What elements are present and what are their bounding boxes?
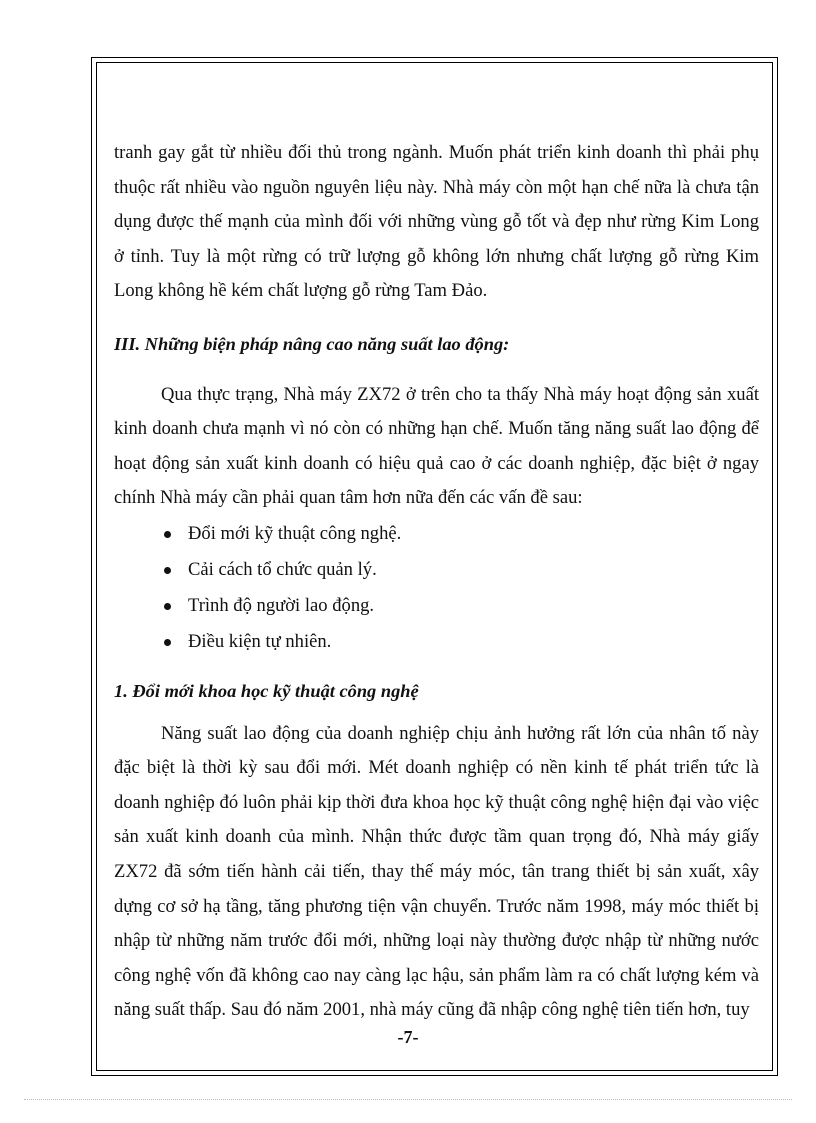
list-item: Đổi mới kỹ thuật công nghệ. <box>188 516 759 552</box>
document-page <box>114 136 759 1028</box>
bullet-icon <box>164 531 171 538</box>
bullet-icon <box>164 603 171 610</box>
section-1-heading: 1. Đổi mới khoa học kỹ thuật công nghệ <box>114 680 419 701</box>
bullet-icon <box>164 567 171 574</box>
measures-list <box>114 516 759 660</box>
section-1-paragraph: Năng suất lao động của doanh nghiệp chịu ảnh hưởng rất lớn của nhân tố này đặc biệt là thời kỳ sau đổi mới. Mét doanh nghiệp có nền kinh tế phát triển tức là doanh nghiệp đó luôn phải kịp thời đưa khoa học kỹ thuật công nghệ hiện đại vào việc sản xuất kinh doanh của mình. Nhận thức được tầm quan trọng đó, Nhà máy giấy ZX72 đã sớm tiến hành cải tiến, thay thế máy móc, tân trang thiết bị sản xuất, xây dựng cơ sở hạ tầng, tăng phương tiện vận chuyển. Trước năm 1998, máy móc thiết bị nhập từ những năm trước đổi mới, những loại này thường được nhập từ những nước công nghệ vốn đã không cao nay càng lạc hậu, sản phẩm làm ra có chất lượng kém và năng suất thấp. Sau đó năm 2001, nhà máy cũng đã nhập công nghệ tiên tiến hơn, tuy <box>114 722 759 1021</box>
list-item: Trình độ người lao động. <box>188 588 759 624</box>
bullet-icon <box>164 639 171 646</box>
page-break-line <box>24 1099 792 1100</box>
list-item: Cải cách tổ chức quản lý. <box>188 552 759 588</box>
section-3-heading: III. Những biện pháp nâng cao năng suất lao động: <box>114 333 510 354</box>
intro-paragraph: tranh gay gắt từ nhiều đối thủ trong ngành. Muốn phát triển kinh doanh thì phải phụ thuộc rất nhiều vào nguồn nguyên liệu này. Nhà máy còn một hạn chế nữa là chưa tận dụng được thế mạnh của mình đối với những vùng gỗ tốt và đẹp như rừng Kim Long ở tỉnh. Tuy là một rừng có trữ lượng gỗ không lớn nhưng chất lượng gỗ rừng Kim Long không hề kém chất lượng gỗ rừng Tam Đảo. <box>114 142 759 302</box>
section-3-paragraph: Qua thực trạng, Nhà máy ZX72 ở trên cho ta thấy Nhà máy hoạt động sản xuất kinh doanh chưa mạnh vì nó còn có những hạn chế. Muốn tăng năng suất lao động để hoạt động sản xuất kinh doanh có hiệu quả cao ở các doanh nghiệp, đặc biệt ở ngay chính Nhà máy cần phải quan tâm hơn nữa đến các vấn đề sau: <box>114 383 759 509</box>
page-number: -7- <box>397 1027 419 1047</box>
list-item: Điều kiện tự nhiên. <box>188 624 759 660</box>
